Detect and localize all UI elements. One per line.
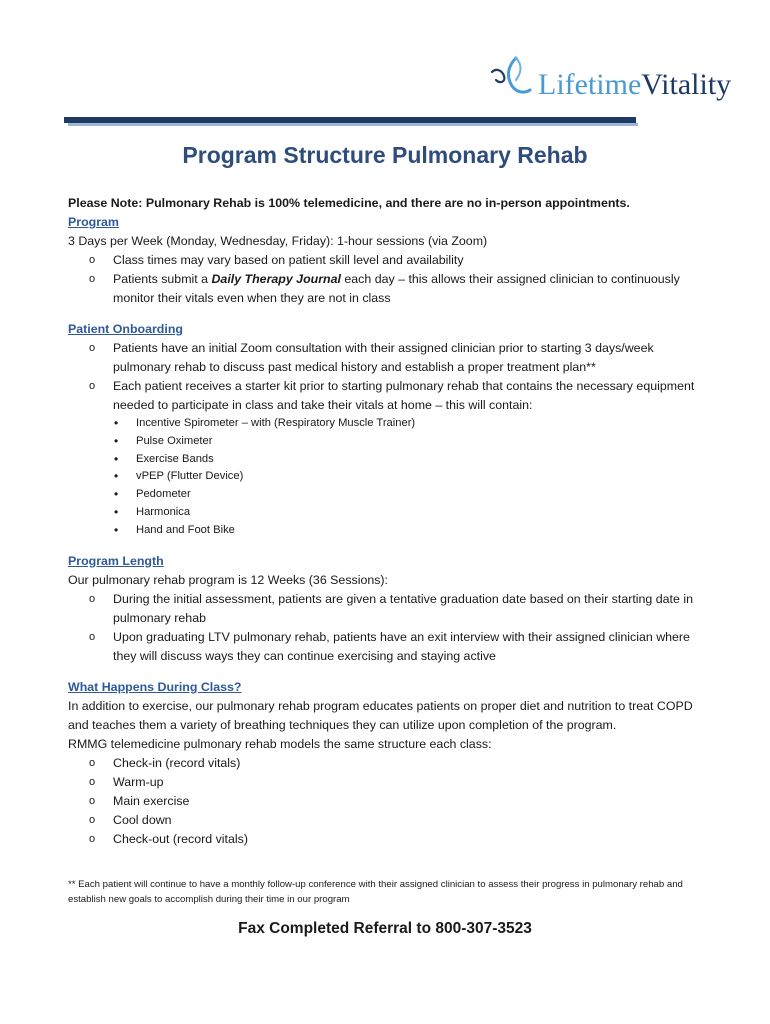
- list-item: o Upon graduating LTV pulmonary rehab, patients have an exit interview with their assigned clinician where they will discuss ways they can continue exercising and staying active: [113, 628, 708, 666]
- section-heading-during-class: What Happens During Class?: [68, 679, 242, 694]
- kit-item: • Hand and Foot Bike: [136, 522, 708, 540]
- section-heading-program-length: Program Length: [68, 553, 164, 568]
- list-item: o Patients have an initial Zoom consultation with their assigned clinician prior to starting 3 days/week pulmonary rehab to discuss past medical history and establish a proper treatment plan**: [113, 339, 708, 377]
- list-item: o Main exercise: [113, 792, 708, 811]
- list-item: [113, 270, 708, 308]
- program-schedule: 3 Days per Week (Monday, Wednesday, Friday): 1-hour sessions (via Zoom): [68, 234, 488, 248]
- list-item-text: each day – this allows their assigned clinician to continuously monitor their vitals even when they are not in class: [113, 272, 680, 305]
- section-heading-program: Program: [68, 215, 119, 229]
- logo-word-vitality: Vitality: [641, 68, 732, 101]
- list-item: o Each patient receives a starter kit prior to starting pulmonary rehab that contains the necessary equipment needed to participate in class and take their vitals at home – this will contain:: [113, 377, 708, 415]
- kit-item: • Harmonica: [136, 504, 708, 522]
- kit-item: • Pedometer: [136, 486, 708, 504]
- telemedicine-note: Please Note: Pulmonary Rehab is 100% telemedicine, and there are no in-person appointments.: [68, 196, 630, 210]
- footnote: ** Each patient will continue to have a monthly follow-up conference with their assigned clinician to assess their progress in pulmonary rehab and establish new goals to accomplish during their time in our program: [68, 879, 683, 905]
- company-logo: [486, 50, 756, 106]
- fax-referral-line: Fax Completed Referral to 800-307-3523: [238, 920, 532, 937]
- list-item: o Class times may vary based on patient skill level and availability: [113, 251, 708, 270]
- list-item: o Check-in (record vitals): [113, 754, 708, 773]
- butterfly-logo-icon: [486, 50, 542, 106]
- list-item-text: Patients submit a: [113, 272, 212, 286]
- during-class-intro: RMMG telemedicine pulmonary rehab models the same structure each class:: [68, 736, 492, 751]
- program-length-intro: Our pulmonary rehab program is 12 Weeks (36 Sessions):: [68, 572, 389, 587]
- section-heading-onboarding: Patient Onboarding: [68, 322, 183, 336]
- document-body: [68, 194, 708, 849]
- kit-item: • Pulse Oximeter: [136, 433, 708, 451]
- list-item: o Warm-up: [113, 773, 708, 792]
- logo-word-lifetime: Lifetime: [538, 68, 642, 101]
- logo-wordmark: [538, 68, 731, 102]
- class-steps-list: [68, 754, 708, 849]
- kit-item: • Incentive Spirometer – with (Respiratory Muscle Trainer): [136, 415, 708, 433]
- during-class-paragraph: In addition to exercise, our pulmonary rehab program educates patients on proper diet and nutrition to treat COPD and teaches them a variety of breathing techniques they can utilize upon completion of the program.: [68, 698, 693, 732]
- daily-therapy-journal-text: Daily Therapy Journal: [211, 272, 341, 286]
- program-length-list: [68, 590, 708, 666]
- page-title: Program Structure Pulmonary Rehab: [182, 142, 588, 168]
- kit-item: • vPEP (Flutter Device): [136, 468, 708, 486]
- list-item: o During the initial assessment, patients are given a tentative graduation date based on their starting date in pulmonary rehab: [113, 590, 708, 628]
- program-list: [68, 251, 708, 308]
- starter-kit-list: [68, 415, 708, 540]
- onboarding-list: [68, 339, 708, 415]
- list-item: o Check-out (record vitals): [113, 830, 708, 849]
- header-rule-light: [68, 123, 638, 126]
- kit-item: • Exercise Bands: [136, 451, 708, 469]
- list-item: o Cool down: [113, 811, 708, 830]
